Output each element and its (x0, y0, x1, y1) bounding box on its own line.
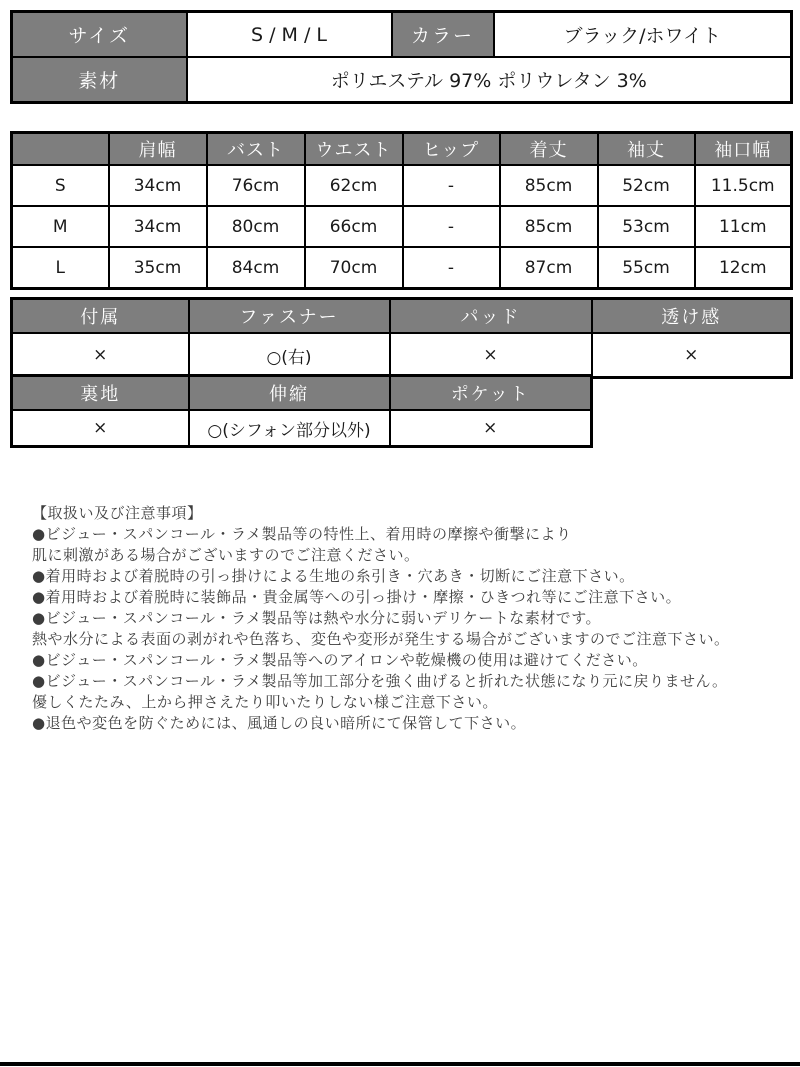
l-bust: 84cm (207, 247, 305, 289)
s-waist: 62cm (305, 165, 403, 206)
size-color-material-table (10, 10, 793, 104)
care-notes (32, 503, 777, 734)
care-note-line: 熱や水分による表面の剥がれや色落ち、変色や変形が発生する場合がございますのでご注意下さい。 (32, 630, 730, 648)
l-length: 87cm (500, 247, 598, 289)
measurement-row-s (12, 165, 792, 206)
header-lining: 裏地 (12, 376, 189, 411)
header-size-blank (12, 133, 109, 166)
spec-row-size-color (12, 12, 792, 58)
measurement-table (10, 131, 793, 290)
s-shoulder: 34cm (109, 165, 207, 206)
material-value-cell: ポリエステル 97% ポリウレタン 3% (187, 57, 792, 103)
feature-top-header-row (12, 299, 792, 334)
l-waist: 70cm (305, 247, 403, 289)
m-sleeve: 53cm (598, 206, 695, 247)
feature-table-top (10, 297, 793, 379)
size-l-label: L (12, 247, 109, 289)
care-note-line: ●退色や変色を防ぐためには、風通しの良い暗所にて保管して下さい。 (32, 714, 527, 732)
color-label-cell: カラー (392, 12, 494, 58)
m-cuff: 11cm (695, 206, 792, 247)
measurement-header-row (12, 133, 792, 166)
care-note-line: ●着用時および着脱時に装飾品・貴金属等への引っ掛け・摩擦・ひきつれ等にご注意下さい。 (32, 588, 682, 606)
feature-top-value-row (12, 333, 792, 378)
header-accessory: 付属 (12, 299, 189, 334)
l-sleeve: 55cm (598, 247, 695, 289)
material-label-cell: 素材 (12, 57, 187, 103)
pad-value: × (390, 333, 592, 378)
fastener-value: ○(右) (189, 333, 390, 378)
stretch-value: ○(シフォン部分以外) (189, 410, 390, 447)
size-s-label: S (12, 165, 109, 206)
header-waist: ウエスト (305, 133, 403, 166)
measurement-row-l (12, 247, 792, 289)
lining-value: × (12, 410, 189, 447)
header-hip: ヒップ (403, 133, 500, 166)
care-note-line: ●ビジュー・スパンコール・ラメ製品等加工部分を強く曲げると折れた状態になり元に戻りません。 (32, 672, 728, 690)
s-length: 85cm (500, 165, 598, 206)
s-hip: - (403, 165, 500, 206)
sheerness-value: × (592, 333, 792, 378)
size-m-label: M (12, 206, 109, 247)
m-length: 85cm (500, 206, 598, 247)
header-sheerness: 透け感 (592, 299, 792, 334)
size-label-cell: サイズ (12, 12, 187, 58)
care-notes-title: 【取扱い及び注意事項】 (32, 504, 203, 522)
care-note-line: ●ビジュー・スパンコール・ラメ製品等の特性上、着用時の摩擦や衝撃により (32, 525, 572, 543)
header-shoulder-width: 肩幅 (109, 133, 207, 166)
m-hip: - (403, 206, 500, 247)
s-bust: 76cm (207, 165, 305, 206)
care-note-line: 優しくたたみ、上から押さえたり叩いたりしない様ご注意下さい。 (32, 693, 498, 711)
measurement-row-m (12, 206, 792, 247)
color-value-cell: ブラック/ホワイト (494, 12, 792, 58)
feature-table-bottom (10, 374, 593, 448)
header-stretch: 伸縮 (189, 376, 390, 411)
l-shoulder: 35cm (109, 247, 207, 289)
m-waist: 66cm (305, 206, 403, 247)
care-note-line: ●ビジュー・スパンコール・ラメ製品等は熱や水分に弱いデリケートな素材です。 (32, 609, 602, 627)
header-bust: バスト (207, 133, 305, 166)
header-pocket: ポケット (390, 376, 592, 411)
feature-bottom-value-row (12, 410, 592, 447)
care-note-line: ●ビジュー・スパンコール・ラメ製品等へのアイロンや乾燥機の使用は避けてください。 (32, 651, 648, 669)
spec-row-material (12, 57, 792, 103)
accessory-value: × (12, 333, 189, 378)
pocket-value: × (390, 410, 592, 447)
header-fastener: ファスナー (189, 299, 390, 334)
s-sleeve: 52cm (598, 165, 695, 206)
s-cuff: 11.5cm (695, 165, 792, 206)
feature-bottom-header-row (12, 376, 592, 411)
size-value-cell: S / M / L (187, 12, 392, 58)
care-note-line: 肌に刺激がある場合がございますのでご注意ください。 (32, 546, 420, 564)
l-hip: - (403, 247, 500, 289)
m-bust: 80cm (207, 206, 305, 247)
care-note-line: ●着用時および着脱時の引っ掛けによる生地の糸引き・穴あき・切断にご注意下さい。 (32, 567, 635, 585)
header-cuff-width: 袖口幅 (695, 133, 792, 166)
bottom-divider-line (0, 1062, 800, 1066)
l-cuff: 12cm (695, 247, 792, 289)
m-shoulder: 34cm (109, 206, 207, 247)
header-length: 着丈 (500, 133, 598, 166)
header-sleeve-length: 袖丈 (598, 133, 695, 166)
header-pad: パッド (390, 299, 592, 334)
